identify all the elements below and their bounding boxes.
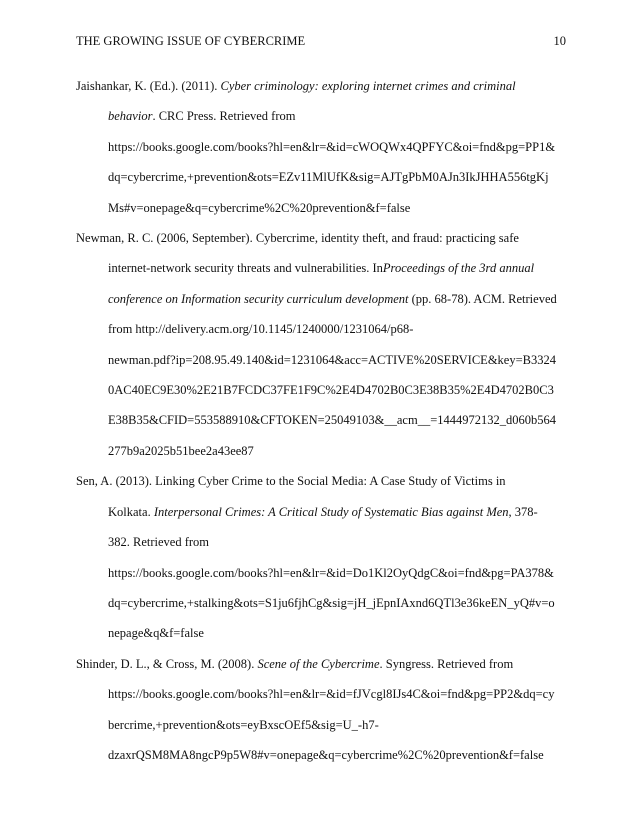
reference-text: from http://delivery.acm.org/10.1145/1240000/1231064/p68- (108, 322, 414, 337)
reference-text: Shinder, D. L., & Cross, M. (2008). (76, 656, 258, 671)
reference-entry (76, 649, 582, 771)
reference-entry (76, 466, 582, 648)
reference-title-italic: conference on Information security curriculum development (108, 291, 409, 306)
reference-text: . Syngress. Retrieved from (379, 656, 514, 671)
reference-text: internet-network security threats and vulnerabilities. In (108, 261, 383, 276)
reference-text: nepage&q&f=false (108, 626, 204, 641)
reference-title-italic: behavior (108, 109, 153, 124)
reference-entry (76, 71, 582, 223)
reference-title-italic: Scene of the Cybercrime (257, 656, 380, 671)
reference-title-italic: Interpersonal Crimes: A Critical Study of Systematic Bias against Men (153, 504, 509, 519)
reference-text: Jaishankar, K. (Ed.). (2011). (76, 79, 221, 93)
reference-line (108, 405, 582, 435)
reference-text: (pp. 68-78). ACM. Retrieved (408, 291, 557, 306)
reference-line (108, 162, 582, 192)
reference-list (76, 71, 582, 770)
reference-text: Ms#v=onepage&q=cybercrime%2C%20prevention&f=false (108, 200, 411, 215)
reference-line (108, 284, 582, 314)
reference-line (108, 345, 582, 375)
reference-text: newman.pdf?ip=208.95.49.140&id=1231064&acc=ACTIVE%20SERVICE&key=B3324 (108, 352, 556, 367)
reference-text: Newman, R. C. (2006, September). Cybercrime, identity theft, and fraud: practicing safe (76, 231, 519, 246)
reference-text: dq=cybercrime,+prevention&ots=EZv11MlUfK&sig=AJTgPbM0AJn3IkJHHA556tgKj (108, 170, 549, 185)
reference-line (76, 649, 582, 679)
reference-line (108, 588, 582, 618)
reference-line (108, 375, 582, 405)
reference-text: E38B35&CFID=553588910&CFTOKEN=25049103&__acm__=1444972132_d060b564 (108, 413, 557, 428)
reference-title-italic: Proceedings of the 3rd annual (382, 261, 535, 276)
reference-line (108, 527, 582, 557)
reference-line (108, 558, 582, 588)
reference-line (76, 466, 582, 496)
reference-text: dq=cybercrime,+stalking&ots=S1ju6fjhCg&sig=jH_jEpnIAxnd6QTl3e36keEN_yQ#v=o (108, 595, 555, 610)
reference-text: . CRC Press. Retrieved from (152, 109, 296, 124)
reference-text: 382. Retrieved from (108, 535, 210, 550)
reference-text: 0AC40EC9E30%2E21B7FCDC37FE1F9C%2E4D4702B0C3E38B35%2E4D4702B0C3 (108, 383, 554, 398)
reference-line (108, 101, 582, 131)
reference-line (108, 314, 582, 344)
reference-line (108, 132, 582, 162)
reference-text: https://books.google.com/books?hl=en&lr=&id=cWOQWx4QPFYC&oi=fnd&pg=PP1& (108, 139, 556, 154)
reference-line (76, 71, 582, 101)
reference-line (76, 223, 582, 253)
running-head-title: THE GROWING ISSUE OF CYBERCRIME (76, 34, 306, 48)
reference-line (108, 679, 582, 709)
running-head (76, 33, 566, 49)
reference-text: Sen, A. (2013). Linking Cyber Crime to the Social Media: A Case Study of Victims in (76, 474, 506, 489)
reference-line (108, 253, 582, 283)
reference-line (108, 436, 582, 466)
reference-line (108, 740, 582, 770)
reference-line (108, 618, 582, 648)
reference-text: , 378- (508, 504, 538, 519)
page-number: 10 (553, 34, 566, 48)
reference-title-italic: Cyber criminology: exploring internet crimes and criminal (220, 79, 516, 93)
reference-text: bercrime,+prevention&ots=eyBxscOEf5&sig=U_-h7- (108, 717, 379, 732)
reference-text: https://books.google.com/books?hl=en&lr=&id=Do1Kl2OyQdgC&oi=fnd&pg=PA378& (108, 565, 554, 580)
reference-text: dzaxrQSM8MA8ngcP9p5W8#v=onepage&q=cybercrime%2C%20prevention&f=false (108, 747, 544, 762)
reference-line (108, 193, 582, 223)
reference-text: https://books.google.com/books?hl=en&lr=&id=fJVcgl8IJs4C&oi=fnd&pg=PP2&dq=cy (108, 687, 555, 702)
reference-line (108, 497, 582, 527)
reference-line (108, 710, 582, 740)
reference-text: 277b9a2025b51bee2a43ee87 (108, 443, 254, 458)
reference-entry (76, 223, 582, 466)
reference-text: Kolkata. (108, 504, 154, 519)
